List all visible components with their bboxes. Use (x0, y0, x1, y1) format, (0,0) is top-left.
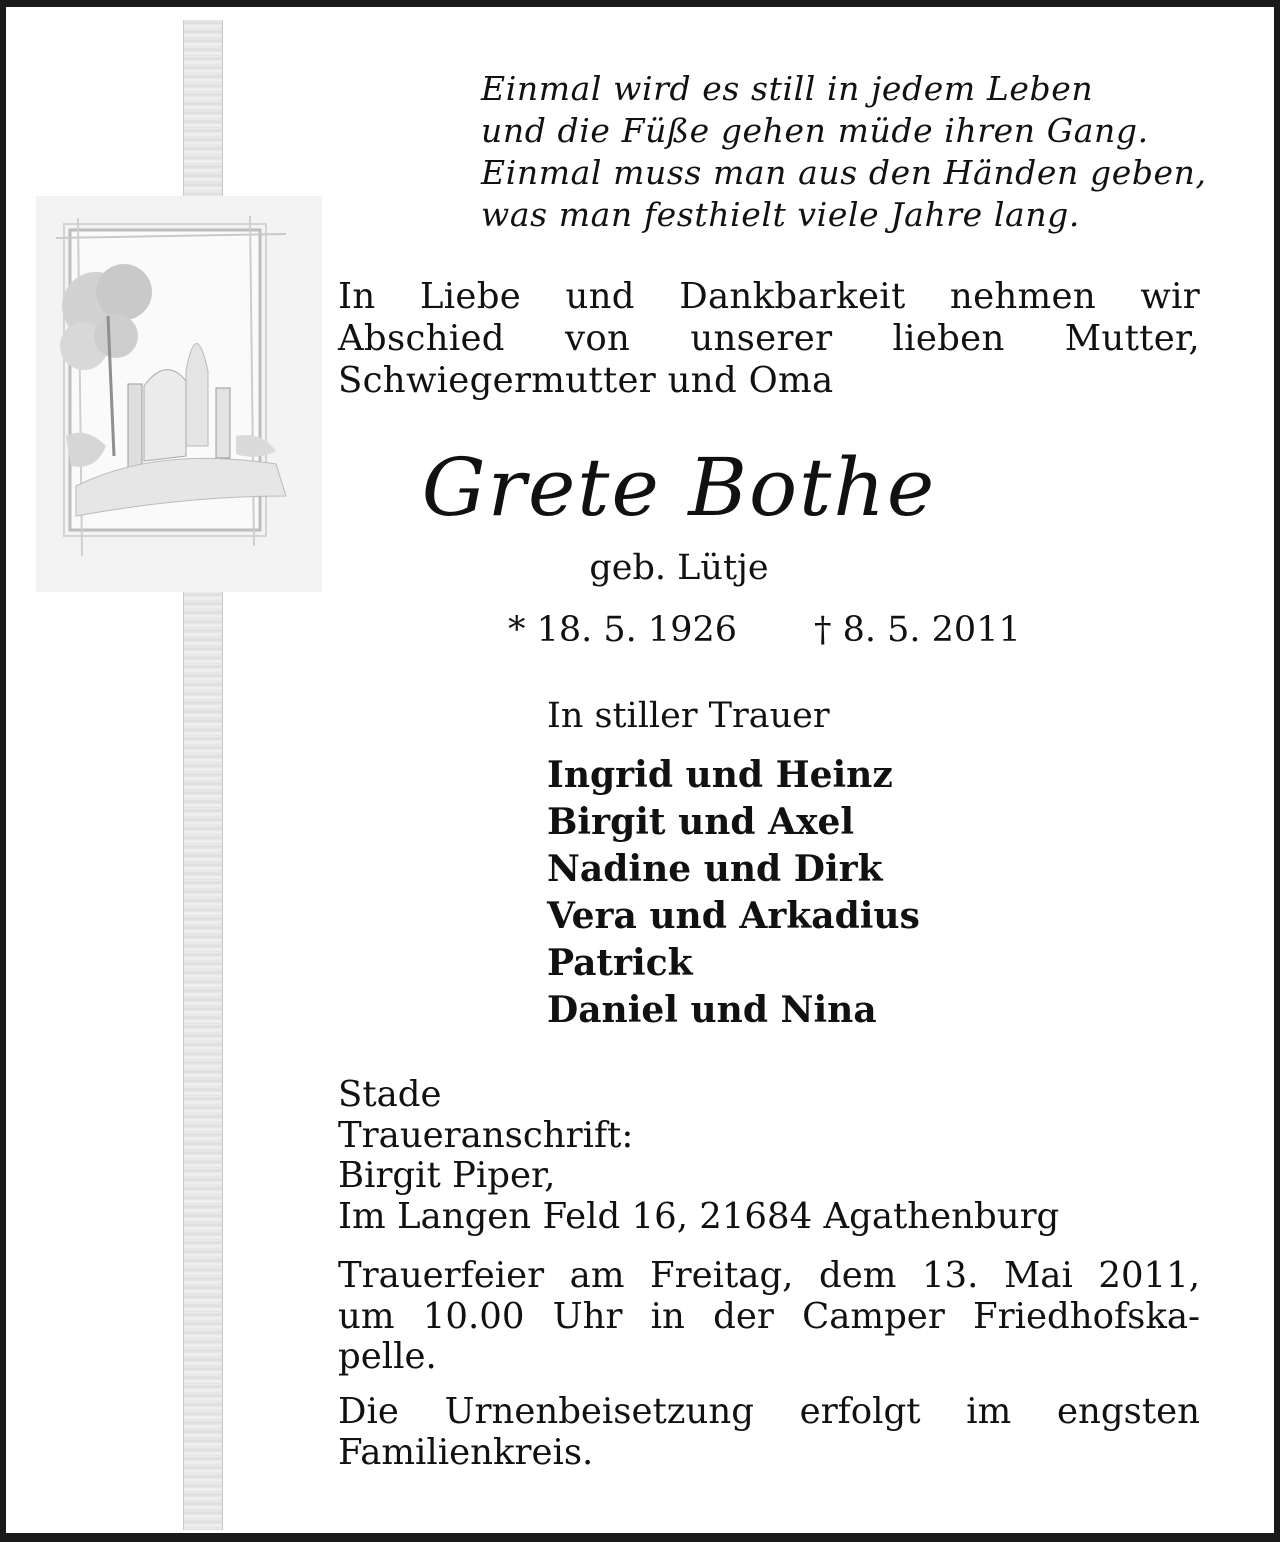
mourner-name: Nadine und Dirk (547, 848, 883, 890)
poem-line: Einmal muss man aus den Händen geben, (481, 153, 1207, 192)
death-date: † 8. 5. 2011 (814, 610, 1021, 650)
ribbon-top (183, 20, 223, 198)
address-street: Im Langen Feld 16, 21684 Agathenburg (338, 1195, 1060, 1237)
ribbon-bottom (183, 592, 223, 1530)
mourner-name: Ingrid und Heinz (547, 754, 893, 796)
ceremony-line: Trauerfeier am Freitag, dem 13. Mai 2011, (338, 1255, 1200, 1296)
mourner-name: Patrick (547, 942, 693, 984)
intro-text: In Liebe und Dankbarkeit nehmen wir Abschied von unserer lieben Mutter, Schwiegermutter und Oma (338, 276, 1200, 401)
ceremony-line: pelle. (338, 1336, 437, 1377)
mourning-address (338, 1075, 1208, 1237)
mourning-heading: In stiller Trauer (547, 696, 830, 736)
mourner-name: Birgit und Axel (547, 801, 855, 843)
place: Stade (338, 1074, 442, 1115)
poem-line: Einmal wird es still in jedem Leben (481, 69, 1094, 108)
ceremony-line: um 10.00 Uhr in der Camper Friedhofska- (338, 1295, 1200, 1337)
poem-line: und die Füße gehen müde ihren Gang. (481, 111, 1149, 150)
burial-line: Familienkreis. (338, 1431, 594, 1473)
address-label: Traueranschrift: (338, 1114, 634, 1156)
burial-info (338, 1392, 1200, 1473)
address-contact: Birgit Piper, (338, 1155, 556, 1196)
life-dates (508, 608, 1068, 652)
mourners-list (547, 752, 920, 1034)
mourner-name: Daniel und Nina (547, 989, 877, 1031)
maiden-name: geb. Lütje (589, 548, 769, 588)
poem (481, 68, 1221, 236)
burial-line: Die Urnenbeisetzung erfolgt im engsten (338, 1391, 1200, 1432)
birth-date: * 18. 5. 1926 (508, 610, 738, 650)
deceased-name: Grete Bothe (421, 441, 937, 534)
mourner-name: Vera und Arkadius (547, 895, 920, 937)
poem-line: was man festhielt viele Jahre lang. (481, 195, 1080, 234)
ceremony-info (338, 1256, 1200, 1378)
